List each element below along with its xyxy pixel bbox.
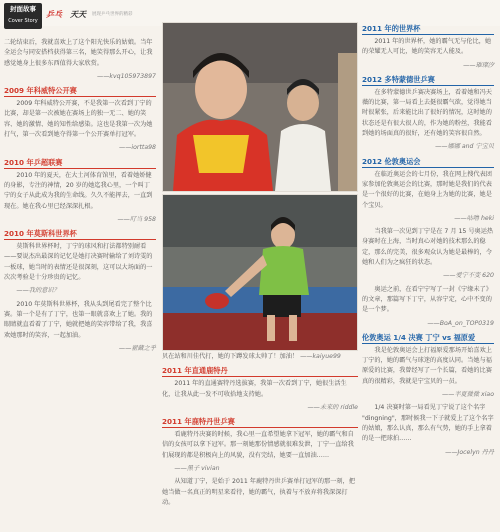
section-paragraph: 1/4 决赛时第一局看见丁宁说了这个名字 "dingning"，那时候我一下子就爱上了这个名字的姑娘，那么认真，那么有气势，她的手上拿着的是一把球拍…… [362,404,494,443]
section-signature: ——iortta98 [119,144,156,152]
section-tag-title: 封面故事 [10,5,36,13]
section-paragraph: 在临近奥运会的七月份，我在网上搜代表团家参加伦敦奥运会的比赛，那时她是我们的代表是一个很好的比赛，在她身上为她的比赛，她是个宝贝。 [362,170,492,209]
section-paragraph: 2009 年科威特公开赛，不是我第一次看到丁宁的比赛，却是第一次被她在赛场上的独一无二、她的笑容、她的激情、她的知性给感染。这也是我第一次为她打气，第一次看到她夺得第一个公开赛单打冠军。 [4,100,153,139]
section-paragraph: 在多特蒙德世乒赛决赛场上，看着她和冯天薇的比赛，第一局看上去挺很霸气欲，觉得她当时很紧张，后来能比出了很好的情况，这时她的状态还是有很大很人的，作为她的粉丝，我能看到她的场面真的很好，还有她的笑容很自然。 [362,88,492,138]
section-paragraph: 奥运之前，在看宁宁写了一封《宁缘未了》的文章，那篇写下丁宁，从容宁定，心中不变的是一个梦。 [362,285,492,314]
section-title: 伦敦奥运 1/4 决赛 丁宁 vs 福原爱 [362,332,494,344]
section-signature: ——Jocelyn 丹丹 [445,448,494,456]
section-paragraph: 当我第一次见到丁宁是在 7 月 15 号奥运热身赛时在上海，当时真心对她的技术那么的稳定，那么的完美，很多观众认为她是最棒的，令她和人们为之疯狂的状态。 [362,228,494,267]
brand-logo: 乒乓 [46,10,62,19]
section-title: 2011 年的世界杯 [362,23,494,35]
section-paragraph: 我是伦敦奥运会上打福原爱那场开始喜欢上丁宁的，她的霸气与球迷的高度认同。当她与福原爱的比赛，我曾经写了一个长篇，看她的比赛真的很精彩，我就是宁宝贝的一员。 [362,346,492,385]
photo-caption-text: 贝在站和川佳代打，她的下蹲发球太帅了！加油！ [162,353,299,360]
left-column [4,38,156,357]
section-title: 2009 年科威特公开赛 [4,85,156,97]
section-title: 2010 年莫斯科世界杯 [4,228,156,240]
section-paragraph: 2010 年的夏天，在大土河体育馆里，看着她娇健的身影，专注的神情，20 岁的她迄我心里，一个叫丁宁的女子从此成为我的生命线。久久不能挥去，一直到现在。她在我心里已经深深扎根。 [4,171,153,210]
photo-green-illustration [163,195,357,350]
section-tag [4,3,42,29]
section-signature: ——BoA_on_TOP0319 [427,319,494,327]
section-signature: ——半夏微微 xiao [441,391,494,399]
intro-text: 二轮结束后，我就喜欢上了这个阳光快乐的姑娘。当年全运会与同安搭档获得第三名，她笑得那么开心，让我感觉她身上很多东西值得大家欣赏。 [4,39,153,67]
section-signature: ——咕噜 heki [454,214,494,222]
photo-red-illustration [163,23,357,191]
brand-tagline: 展现乒乓世界的精彩 [92,12,133,17]
section-title: 2011 年直通鹿特丹 [162,365,358,377]
section-tag-subtitle: Cover Story [8,18,38,24]
section-signature: ——翟藏之乎 [118,344,156,352]
section-signature: ——我的意识？ [16,287,60,295]
section-signature: ——叮当 958 [117,215,156,223]
section-signature: ——爱宁不变 620 [443,272,494,280]
section-paragraph: 莫斯科世界杯时，丁宁的球风和打法都特别耐看——要说杰出最深的记忆是她打决赛时输给了刘诗雯的一板球，她当时的表情还是很深刻，这可以大场面的一次次考验是十分珍贵的记忆。 [4,243,153,282]
right-column [362,20,494,461]
player-photo-red [162,22,358,192]
photo-caption [162,352,358,362]
photo-caption-signature: ——kaiyue99 [300,353,341,360]
section-paragraph: 看鹿特丹决赛的时候，我心里一直希望她拿下冠军，她的霸气和自信的女孩可以拿下冠军。那一刻她那份情感就很难发泄，丁宁一直给我们展现的都是积极向上的风貌，没有完结，她要一直加油…… [162,431,354,459]
section-title: 2010 年乒超联赛 [4,157,156,169]
section-paragraph: 2010 年莫斯科世界杯，我从头到尾看完了整个比赛。第一个是有了丁宁，也第一眼就喜欢上了她。我的眼睛就直看着了丁宁，她就把她的笑容带给了我，我喜欢她那时的笑容，一起加油。 [4,300,153,339]
section-title: 2012 多特蒙德世乒赛 [362,74,494,86]
section-signature: ——娜娜 and 宁宝贝 [435,143,494,151]
section-signature: ——未来的 riddle [307,403,358,411]
section-paragraph: 从知道丁宁，是始于 2011 年鹿特丹世乒赛单打冠军的那一刻，把她当做一名真正的明星来看待，她的霸气，执着与不放弃将我深深打动。 [162,478,355,506]
section-signature: ——黑子 vivian [174,465,220,473]
section-signature: ——璀璨汐 [463,61,494,69]
section-title: 2011 年鹿特丹世乒赛 [162,416,358,428]
brand-logo-2: 天天 [70,10,86,19]
player-photo-green [162,194,358,351]
intro-signature: ——kvq105973897 [97,72,156,80]
middle-column [162,352,358,511]
section-title: 2012 伦敦奥运会 [362,156,494,168]
section-paragraph: 2011 年的直通赛特丹选拔赛，我第一次看到丁宁，她很生活生化，让我从此一发不可收拾地支持她。 [162,380,347,398]
section-paragraph: 2011 年的世界杯，她的霸气无与伦比，她的荣耀无人可比，她的笑容无人能及。 [362,38,492,56]
